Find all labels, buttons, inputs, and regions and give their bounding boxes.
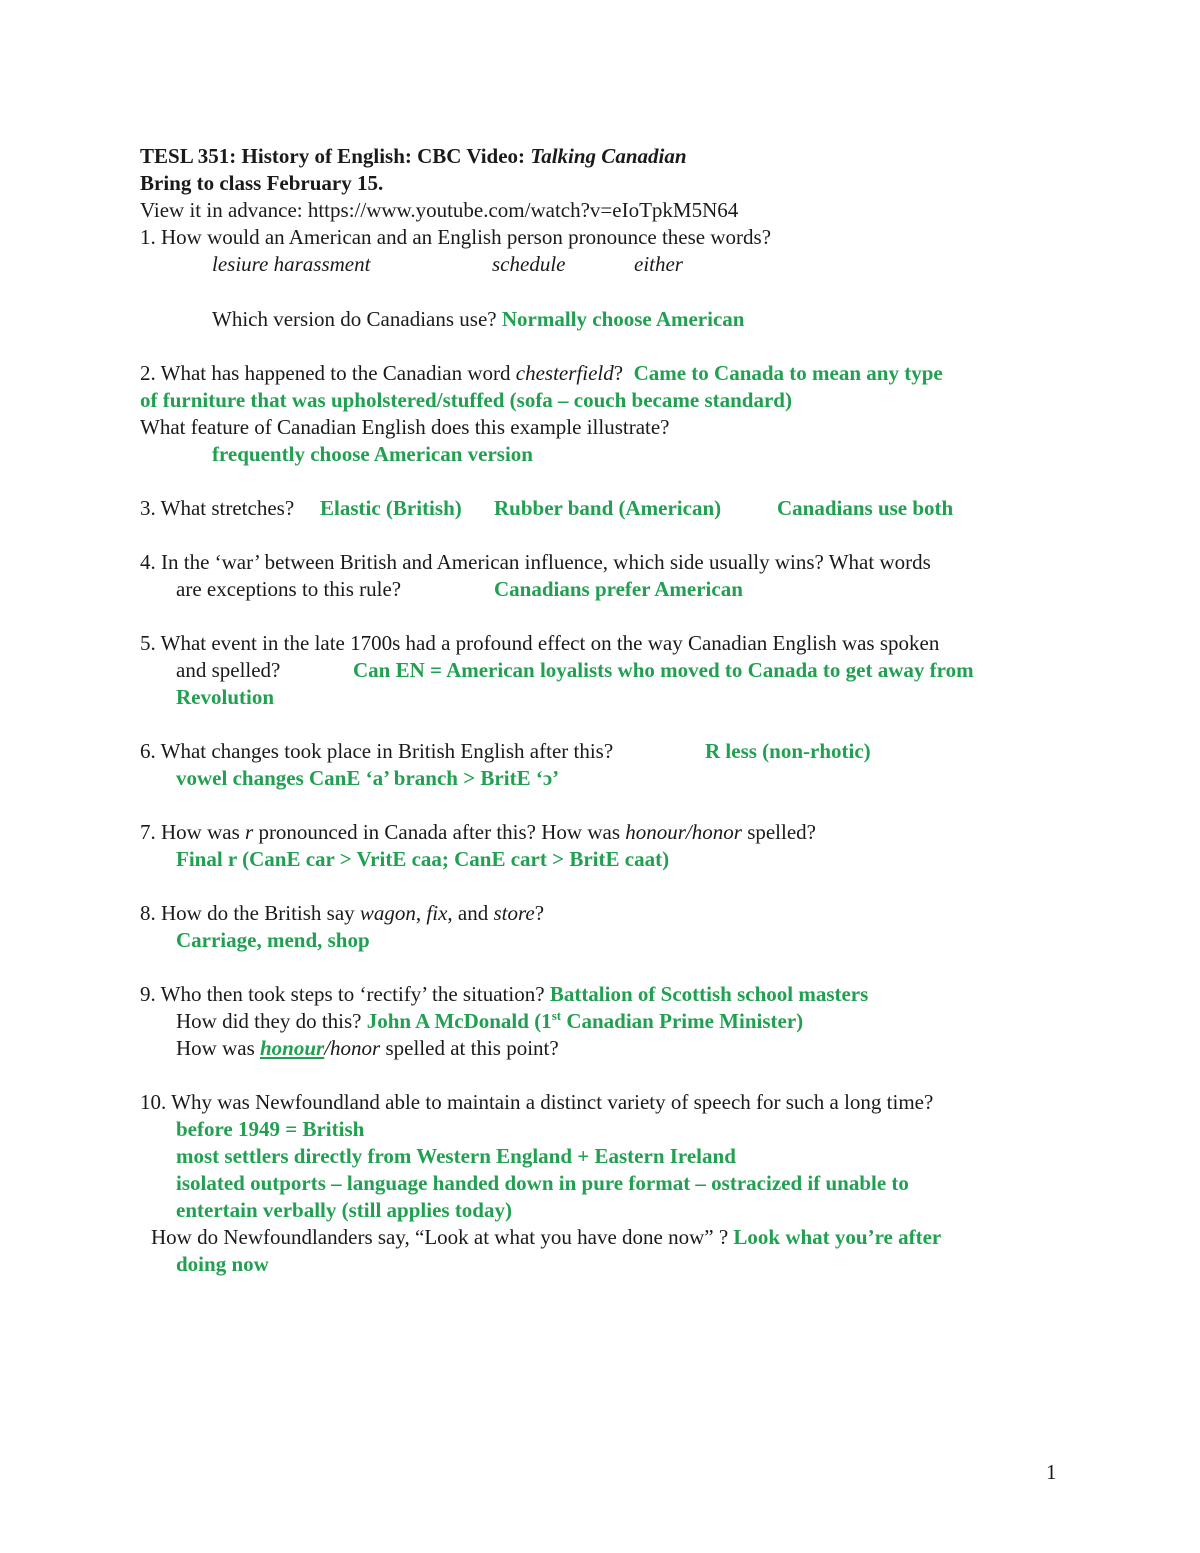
q9-how-answer: John A McDonald (1st Canadian Prime Minister) (366, 1008, 804, 1033)
q10-answer-4: entertain verbally (still applies today) (176, 1198, 512, 1222)
due-date: Bring to class February 15. (140, 171, 384, 195)
q1-answer: Normally choose American (501, 307, 745, 331)
q3-answer-2: Rubber band (American) (494, 496, 722, 520)
q4-answer: Canadians prefer American (494, 577, 743, 601)
document-title: TESL 351: History of English: CBC Video: Talking Canadian (140, 144, 687, 168)
q1-word-2: schedule (492, 252, 566, 276)
q10-answer-1: before 1949 = British (176, 1117, 365, 1141)
q8-answer: Carriage, mend, shop (176, 928, 370, 952)
question-2: 2. What has happened to the Canadian word chesterfield? Came to Canada to mean any type (140, 361, 943, 385)
question-10: 10. Why was Newfoundland able to maintain a distinct variety of speech for such a long time? (140, 1090, 934, 1114)
question-5-cont: and spelled? (176, 658, 281, 682)
q1-followup: Which version do Canadians use? Normally choose American (212, 307, 745, 331)
q10-followup: How do Newfoundlanders say, “Look at what you have done now” ? Look what you’re after (151, 1225, 942, 1249)
question-3: 3. What stretches? (140, 496, 295, 520)
q5-answer-cont: Revolution (176, 685, 275, 709)
question-8: 8. How do the British say wagon, fix, and store? (140, 901, 545, 925)
q9-answer: Battalion of Scottish school masters (549, 982, 869, 1006)
q5-answer: Can EN = American loyalists who moved to Canada to get away from (353, 658, 974, 682)
q10-answer-2: most settlers directly from Western England + Eastern Ireland (176, 1144, 736, 1168)
question-7: 7. How was r pronounced in Canada after this? How was honour/honor spelled? (140, 820, 816, 844)
page-number: 1 (1046, 1460, 1057, 1484)
q2-followup: What feature of Canadian English does this example illustrate? (140, 415, 670, 439)
question-6: 6. What changes took place in British English after this? (140, 739, 614, 763)
q6-answer: R less (non-rhotic) (705, 739, 871, 763)
q3-answer-3: Canadians use both (777, 496, 954, 520)
question-9: 9. Who then took steps to ‘rectify’ the situation? Battalion of Scottish school masters (140, 982, 869, 1006)
q10-followup-answer: Look what you’re after (733, 1225, 942, 1249)
q1-word-3: either (634, 252, 683, 276)
question-1: 1. How would an American and an English person pronounce these words? (140, 225, 772, 249)
q2-answer-cont: of furniture that was upholstered/stuffed (sofa – couch became standard) (140, 388, 792, 412)
q10-followup-answer-cont: doing now (176, 1252, 269, 1276)
question-4: 4. In the ‘war’ between British and American influence, which side usually wins? What words (140, 550, 931, 574)
q6-answer-cont: vowel changes CanE ‘a’ branch > BritE ‘ɔ’ (176, 766, 560, 790)
q10-answer-3: isolated outports – language handed down in pure format – ostracized if unable to (176, 1171, 909, 1195)
question-4-cont: are exceptions to this rule? (176, 577, 402, 601)
q3-answer-1: Elastic (British) (320, 496, 462, 520)
q7-answer: Final r (CanE car > VritE caa; CanE cart > BritE caat) (176, 847, 670, 871)
question-5: 5. What event in the late 1700s had a profound effect on the way Canadian English was spoken (140, 631, 940, 655)
q9-spelling: How was honour/honor spelled at this point? (176, 1036, 559, 1060)
q1-word-1: lesiure harassment (212, 252, 371, 276)
q2-answer: Came to Canada to mean any type (633, 361, 943, 385)
q2-followup-answer: frequently choose American version (212, 442, 533, 466)
video-link-text: View it in advance: https://www.youtube.com/watch?v=eIoTpkM5N64 (140, 198, 739, 222)
q9-how: How did they do this? John A McDonald (1st Canadian Prime Minister) (176, 1008, 804, 1033)
